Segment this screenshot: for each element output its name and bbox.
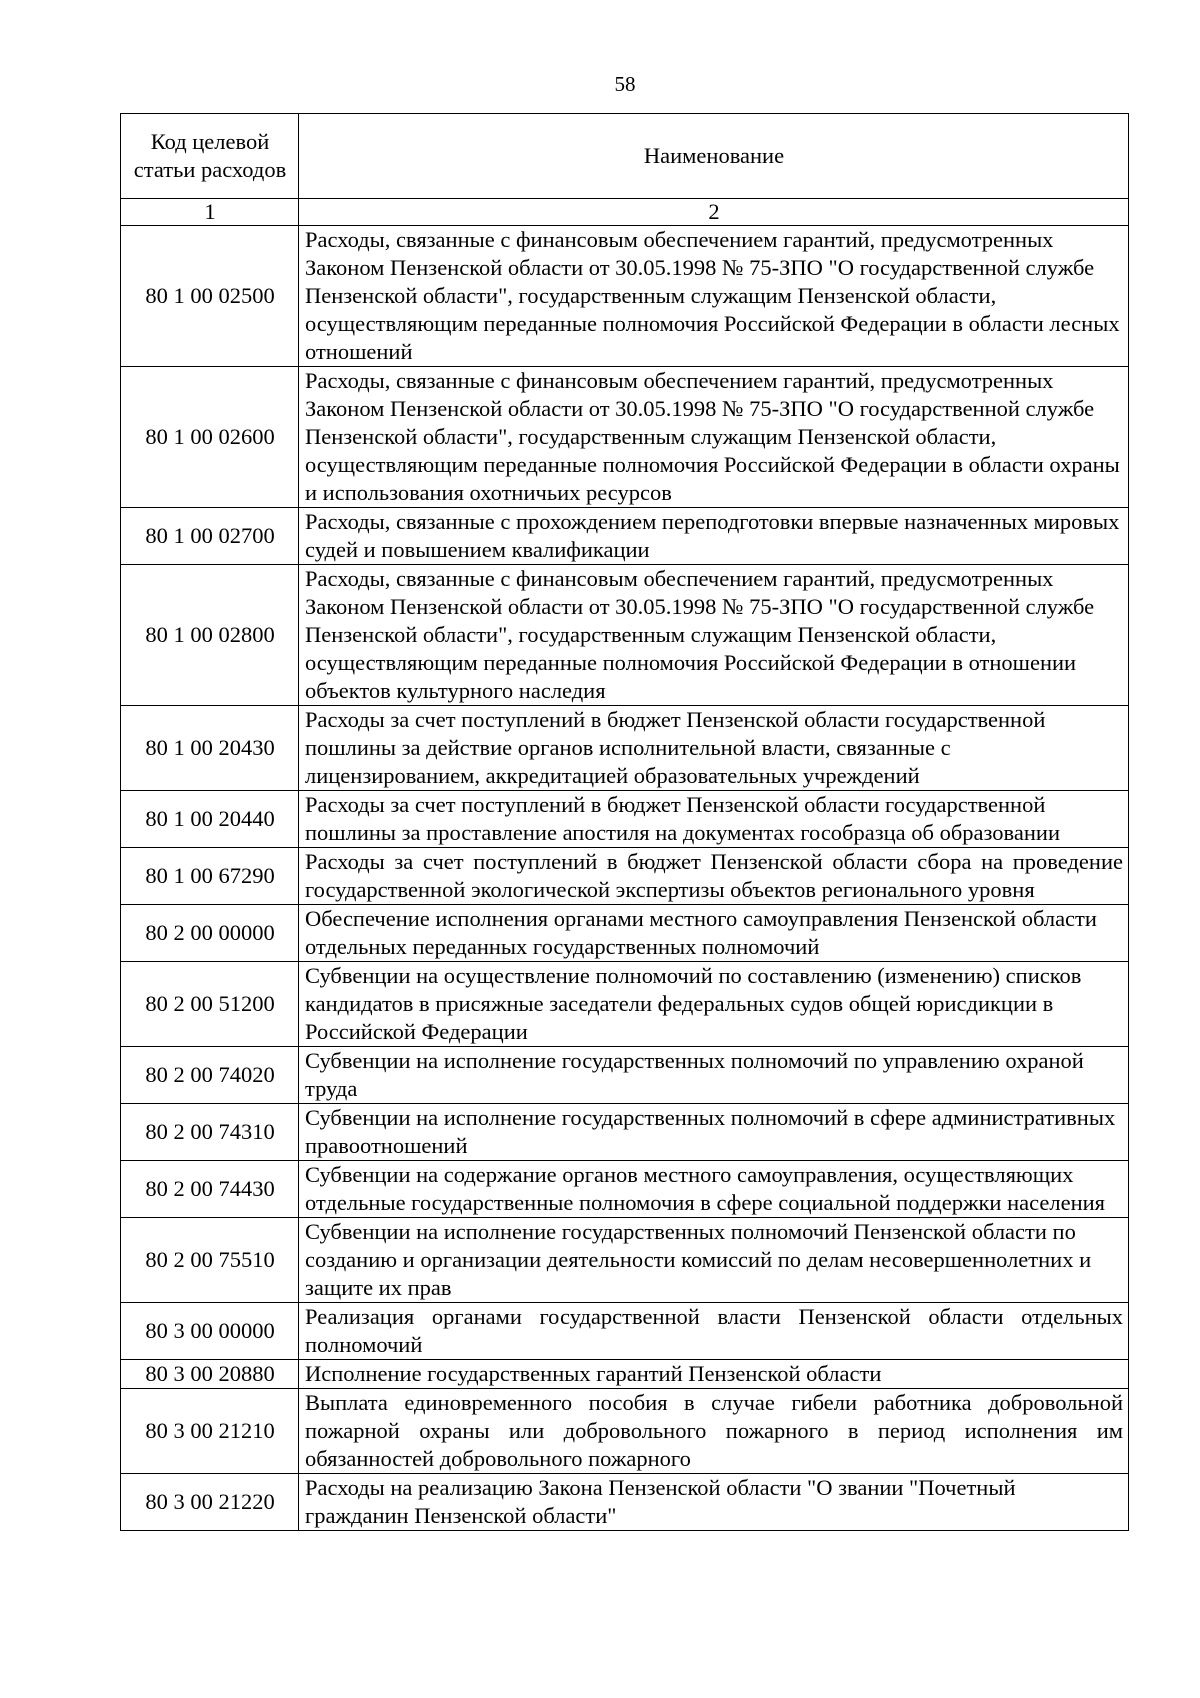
expense-code-cell: 80 3 00 21210 <box>121 1389 299 1474</box>
expense-name-cell: Расходы за счет поступлений в бюджет Пензенской области сбора на проведение государственной экологической экспертизы объектов регионального уровня <box>299 848 1129 905</box>
expense-code-cell: 80 1 00 02500 <box>121 226 299 367</box>
expense-name-cell: Субвенции на исполнение государственных полномочий Пензенской области по созданию и организации деятельности комиссий по делам несовершеннолетних и защите их прав <box>299 1218 1129 1303</box>
expense-name-cell: Обеспечение исполнения органами местного самоуправления Пензенской области отдельных переданных государственных полномочий <box>299 905 1129 962</box>
table-row <box>121 226 1129 367</box>
expense-name-cell: Субвенции на исполнение государственных полномочий по управлению охраной труда <box>299 1047 1129 1104</box>
expense-name-cell: Субвенции на исполнение государственных полномочий в сфере административных правоотношений <box>299 1104 1129 1161</box>
expense-name-cell: Расходы за счет поступлений в бюджет Пензенской области государственной пошлины за действие органов исполнительной власти, связанные с лицензированием, аккредитацией образовательных учреждений <box>299 706 1129 791</box>
expense-name-cell: Выплата единовременного пособия в случае гибели работника добровольной пожарной охраны или добровольного пожарного в период исполнения им обязанностей добровольного пожарного <box>299 1389 1129 1474</box>
header-code: Код целевой статьи расходов <box>121 114 299 199</box>
table-row <box>121 791 1129 848</box>
expense-code-cell: 80 1 00 02800 <box>121 565 299 706</box>
page-number: 58 <box>614 72 636 96</box>
table-row <box>121 508 1129 565</box>
expense-name-cell: Расходы, связанные с финансовым обеспечением гарантий, предусмотренных Законом Пензенской области от 30.05.1998 № 75-ЗПО "О государственной службе Пензенской области", государственным служащим Пензенской области, осуществляющим переданные полномочия Российской Федерации в области лесных отношений <box>299 226 1129 367</box>
expense-code-cell: 80 3 00 00000 <box>121 1303 299 1360</box>
table-header-row <box>121 114 1129 199</box>
table-row <box>121 706 1129 791</box>
expense-code-cell: 80 2 00 00000 <box>121 905 299 962</box>
column-number-row <box>121 199 1129 226</box>
table-row <box>121 1104 1129 1161</box>
expense-name-cell: Расходы, связанные с финансовым обеспечением гарантий, предусмотренных Законом Пензенской области от 30.05.1998 № 75-ЗПО "О государственной службе Пензенской области", государственным служащим Пензенской области, осуществляющим переданные полномочия Российской Федерации в отношении объектов культурного наследия <box>299 565 1129 706</box>
expense-code-cell: 80 2 00 75510 <box>121 1218 299 1303</box>
expense-code-cell: 80 1 00 20440 <box>121 791 299 848</box>
expense-name-cell: Расходы за счет поступлений в бюджет Пензенской области государственной пошлины за проставление апостиля на документах гособразца об образовании <box>299 791 1129 848</box>
expense-name-cell: Субвенции на содержание органов местного самоуправления, осуществляющих отдельные государственные полномочия в сфере социальной поддержки населения <box>299 1161 1129 1218</box>
expense-code-cell: 80 3 00 20880 <box>121 1360 299 1389</box>
expense-code-cell: 80 1 00 02600 <box>121 367 299 508</box>
column-number-1: 1 <box>121 199 299 226</box>
table-row <box>121 1218 1129 1303</box>
table-row <box>121 1389 1129 1474</box>
table-row <box>121 962 1129 1047</box>
table-row <box>121 1047 1129 1104</box>
expense-name-cell: Исполнение государственных гарантий Пензенской области <box>299 1360 1129 1389</box>
expense-code-cell: 80 1 00 02700 <box>121 508 299 565</box>
expense-code-cell: 80 2 00 74430 <box>121 1161 299 1218</box>
table-row <box>121 1360 1129 1389</box>
expense-name-cell: Реализация органами государственной власти Пензенской области отдельных полномочий <box>299 1303 1129 1360</box>
table-row <box>121 848 1129 905</box>
table-row <box>121 565 1129 706</box>
expense-code-cell: 80 2 00 74020 <box>121 1047 299 1104</box>
header-name: Наименование <box>299 114 1129 199</box>
expense-name-cell: Расходы, связанные с финансовым обеспечением гарантий, предусмотренных Законом Пензенской области от 30.05.1998 № 75-ЗПО "О государственной службе Пензенской области", государственным служащим Пензенской области, осуществляющим переданные полномочия Российской Федерации в области охраны и использования охотничьих ресурсов <box>299 367 1129 508</box>
expense-code-cell: 80 2 00 51200 <box>121 962 299 1047</box>
expense-name-cell: Субвенции на осуществление полномочий по составлению (изменению) списков кандидатов в присяжные заседатели федеральных судов общей юрисдикции в Российской Федерации <box>299 962 1129 1047</box>
table-row <box>121 1474 1129 1531</box>
target-expense-codes-table <box>120 113 1129 1531</box>
expense-code-cell: 80 1 00 67290 <box>121 848 299 905</box>
table-row <box>121 1161 1129 1218</box>
column-number-2: 2 <box>299 199 1129 226</box>
expense-code-cell: 80 3 00 21220 <box>121 1474 299 1531</box>
expense-name-cell: Расходы на реализацию Закона Пензенской области "О звании "Почетный гражданин Пензенской области" <box>299 1474 1129 1531</box>
expense-name-cell: Расходы, связанные с прохождением переподготовки впервые назначенных мировых судей и повышением квалификации <box>299 508 1129 565</box>
table-body <box>121 226 1129 1531</box>
expense-code-cell: 80 2 00 74310 <box>121 1104 299 1161</box>
table-row <box>121 905 1129 962</box>
table-row <box>121 1303 1129 1360</box>
expense-code-cell: 80 1 00 20430 <box>121 706 299 791</box>
table-row <box>121 367 1129 508</box>
